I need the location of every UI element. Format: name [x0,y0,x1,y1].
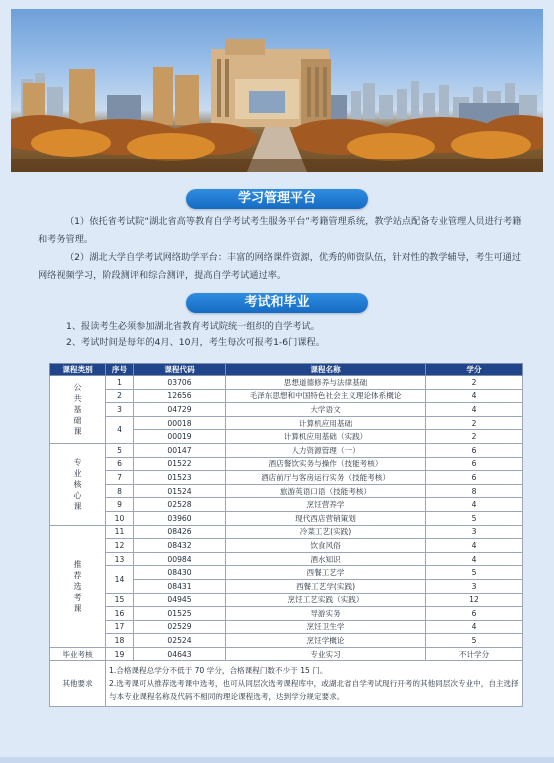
header-course-name: 课程名称 [226,364,426,376]
cell-number: 1 [106,376,134,390]
cell-credit: 4 [426,389,523,403]
table-row [50,511,523,525]
table-row-other-requirements [50,661,523,707]
cell-credit: 2 [426,416,523,430]
category-core [50,443,106,525]
cell-number: 18 [106,634,134,648]
cell-code: 03706 [134,376,226,390]
cell-code: 02528 [134,498,226,512]
cell-code: 08430 [134,566,226,580]
cell-code: 04643 [134,647,226,661]
study-paragraph-2: （2）湖北大学自学考试网络助学平台：丰富的网络课件资源，优秀的师资队伍，针对性的教学辅导，考生可通过网络视频学习，阶段测评和综合测评，提高自学考试通过率。 [38,252,522,281]
cell-code: 02529 [134,620,226,634]
campus-skyline-illustration [11,9,543,172]
study-paragraph-1: （1）依托省考试院“湖北省高等教育自学考试考生服务平台”考籍管理系统，教学站点配备专业管理人员进行考籍和考务管理。 [38,216,522,245]
table-row [50,471,523,485]
cell-credit: 2 [426,430,523,444]
cell-course-name: 旅游英语口语（技能考核） [226,484,426,498]
cell-code: 04729 [134,403,226,417]
cell-number: 13 [106,552,134,566]
table-row [50,484,523,498]
table-row [50,416,523,430]
table-row [50,525,523,539]
cell-course-name: 冷菜工艺(实践) [226,525,426,539]
cell-credit: 4 [426,620,523,634]
cell-number: 11 [106,525,134,539]
cell-number: 16 [106,607,134,621]
cell-course-name: 酒店前厅与客房运行实务（技能考核） [226,471,426,485]
cell-number: 19 [106,647,134,661]
cell-credit: 不计学分 [426,647,523,661]
cell-credit: 6 [426,471,523,485]
cell-code: 00984 [134,552,226,566]
table-row [50,403,523,417]
cell-credit: 6 [426,607,523,621]
cell-number: 14 [106,566,134,593]
cell-code: 04945 [134,593,226,607]
category-public [50,376,106,444]
cell-course-name: 烹饪营养学 [226,498,426,512]
cell-number: 8 [106,484,134,498]
cell-number: 17 [106,620,134,634]
exam-line-2: 2、考试时间是每年的4月、10月，考生每次可报考1-6门课程。 [66,337,325,348]
exam-graduation-title: 考试和毕业 [186,293,368,313]
cell-course-name: 饮食风俗 [226,539,426,553]
cell-credit: 6 [426,443,523,457]
cell-code: 08432 [134,539,226,553]
table-row [50,647,523,661]
cell-number: 15 [106,593,134,607]
cell-credit: 5 [426,511,523,525]
table-row [50,376,523,390]
cell-course-name: 导游实务 [226,607,426,621]
cell-number: 12 [106,539,134,553]
cell-course-name: 烹饪工艺实践（实践） [226,593,426,607]
cell-credit: 6 [426,457,523,471]
cell-code: 00018 [134,416,226,430]
cell-code: 02524 [134,634,226,648]
table-header-row [50,364,523,376]
cell-credit: 4 [426,403,523,417]
cell-code: 01522 [134,457,226,471]
cell-code: 08431 [134,579,226,593]
cell-credit: 12 [426,593,523,607]
cell-course-name: 酒水知识 [226,552,426,566]
table-row [50,593,523,607]
category-public-label: 公共基础课 [73,382,82,436]
cell-course-name: 大学语文 [226,403,426,417]
cell-code: 01524 [134,484,226,498]
table-row [50,552,523,566]
cell-course-name: 烹饪学概论 [226,634,426,648]
table-row [50,498,523,512]
cell-number: 3 [106,403,134,417]
campus-banner-image [11,9,543,172]
table-row [50,620,523,634]
category-elective-label: 推荐选考课 [73,559,82,613]
other-requirements-text: 1.合格课程总学分不低于 70 学分，合格课程门数不少于 15 门。 2.选考课可从推荐选考课中选考，也可从同层次选考课程库中，或湖北省自学考试现行开考的其他同层次专业中，自主选择与本专业课程名称及代码不相同的理论课程选考，达到学分规定要求。 [106,661,523,707]
category-elective [50,525,106,647]
table-row [50,607,523,621]
header-number: 序号 [106,364,134,376]
cell-course-name: 人力资源管理（一） [226,443,426,457]
cell-number: 4 [106,416,134,443]
cell-number: 2 [106,389,134,403]
cell-course-name: 烹饪卫生学 [226,620,426,634]
cell-code: 01523 [134,471,226,485]
cell-number: 6 [106,457,134,471]
exam-line-1: 1、报读考生必须参加湖北省教育考试院统一组织的自学考试。 [66,321,320,332]
table-row [50,389,523,403]
table-row [50,566,523,580]
table-row [50,634,523,648]
cell-credit: 5 [426,634,523,648]
cell-course-name: 计算机应用基础 [226,416,426,430]
cell-credit: 4 [426,552,523,566]
category-other: 其他要求 [50,661,106,707]
header-code: 课程代码 [134,364,226,376]
course-table [49,363,523,707]
study-platform-title: 学习管理平台 [186,189,368,209]
header-category: 课程类别 [50,364,106,376]
cell-course-name: 毛泽东思想和中国特色社会主义理论体系概论 [226,389,426,403]
table-row [50,539,523,553]
cell-credit: 5 [426,566,523,580]
page-bottom-strip [0,757,554,763]
cell-number: 10 [106,511,134,525]
cell-credit: 3 [426,525,523,539]
cell-course-name: 专业实习 [226,647,426,661]
cell-code: 03960 [134,511,226,525]
cell-number: 7 [106,471,134,485]
cell-credit: 4 [426,498,523,512]
cell-code: 08426 [134,525,226,539]
table-row [50,457,523,471]
cell-code: 00019 [134,430,226,444]
cell-course-name: 计算机应用基础（实践） [226,430,426,444]
cell-credit: 3 [426,579,523,593]
cell-code: 01525 [134,607,226,621]
cell-course-name: 现代西店营销策划 [226,511,426,525]
cell-course-name: 思想道德修养与法律基础 [226,376,426,390]
cell-course-name: 西餐工艺学 [226,566,426,580]
table-row [50,443,523,457]
cell-code: 00147 [134,443,226,457]
cell-code: 12656 [134,389,226,403]
cell-credit: 2 [426,376,523,390]
cell-number: 9 [106,498,134,512]
cell-credit: 4 [426,539,523,553]
category-graduation: 毕业考核 [50,647,106,661]
cell-number: 5 [106,443,134,457]
header-credit: 学分 [426,364,523,376]
category-core-label: 专业核心课 [73,457,82,511]
cell-credit: 8 [426,484,523,498]
cell-course-name: 西餐工艺学(实践) [226,579,426,593]
cell-course-name: 酒店餐饮实务与操作（技能考核） [226,457,426,471]
